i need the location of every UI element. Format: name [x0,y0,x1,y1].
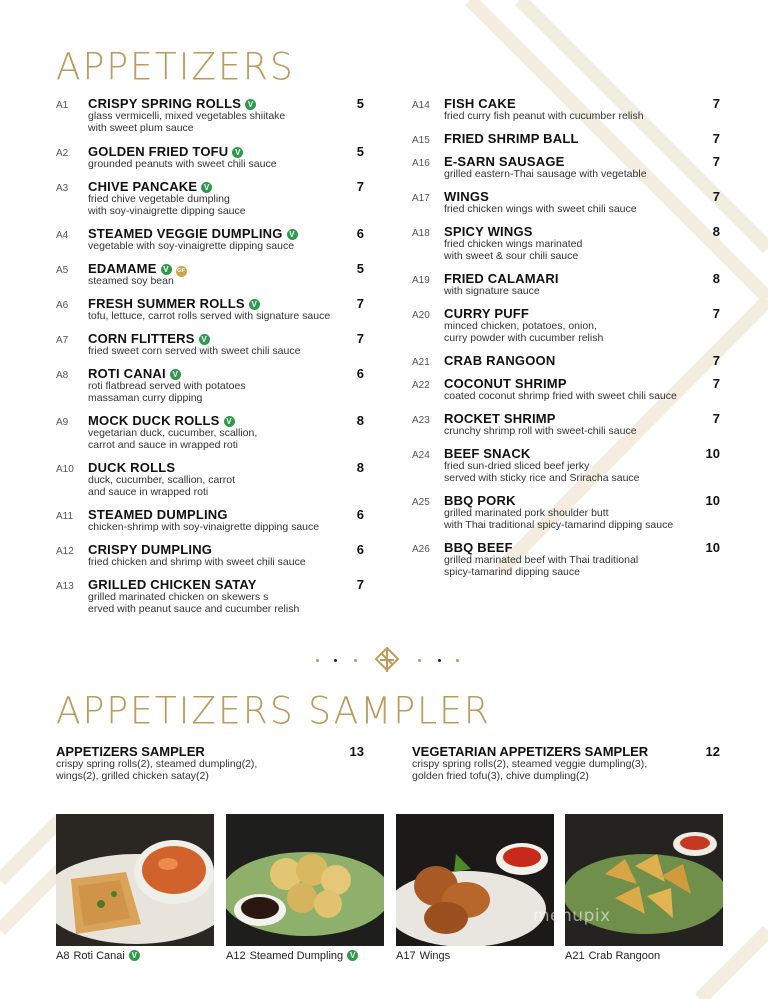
item-description: with signature sauce [444,285,540,297]
item-name-text: ROTI CANAI [88,366,166,381]
item-price: 5 [356,96,364,111]
item-code: A8 [56,370,69,381]
item-description: fried sun-dried sliced beef jerky [444,460,590,472]
ornament-icon [374,646,400,676]
item-code: A13 [56,581,74,592]
item-price: 7 [712,306,720,321]
item-description: with sweet & sour chili sauce [444,250,579,262]
sampler-item-name: VEGETARIAN APPETIZERS SAMPLER [412,744,649,759]
item-code: A17 [412,193,430,204]
item-name [444,189,489,204]
item-name-text: MOCK DUCK ROLLS [88,413,220,428]
item-description: massaman curry dipping [88,392,203,404]
item-code: A23 [412,415,430,426]
item-name-text: CHIVE PANCAKE [88,179,198,194]
item-description: served with sticky rice and Sriracha sauce [444,472,640,484]
photo-caption [226,950,358,962]
caption-label: Roti Canai [73,950,125,962]
item-description: minced chicken, potatoes, onion, [444,320,597,332]
photo-caption [565,950,660,962]
item-name-text: GOLDEN FRIED TOFU [88,144,229,159]
caption-code: A17 [396,950,416,962]
photo-caption [56,950,140,962]
item-price: 7 [712,189,720,204]
item-price: 7 [712,376,720,391]
item-name [444,446,531,461]
item-price: 6 [356,507,364,522]
item-description: vegetable with soy-vinaigrette dipping sauce [88,240,295,252]
item-name-text: COCONUT SHRIMP [444,376,567,391]
item-description: fried chicken wings marinated [444,238,583,250]
vegetarian-icon: V [161,264,172,275]
item-description: fried chicken wings with sweet chili sauce [444,203,637,215]
item-price: 6 [356,366,364,381]
item-name [88,542,212,557]
item-name [444,493,516,508]
caption-code: A8 [56,950,70,962]
item-price: 5 [356,144,364,159]
item-code: A4 [56,230,69,241]
item-name [88,413,235,428]
item-description: and sauce in wrapped roti [88,486,209,498]
item-code: A9 [56,417,69,428]
item-name-text: BEEF SNACK [444,446,531,461]
sampler-item-desc: wings(2), grilled chicken satay(2) [56,770,209,782]
item-price: 7 [712,411,720,426]
item-name [88,179,212,194]
item-price: 8 [356,413,364,428]
item-description: coated coconut shrimp fried with sweet chili sauce [444,390,677,402]
item-name [444,540,513,555]
photo-caption [396,950,450,962]
vegetarian-icon: V [232,147,243,158]
item-code: A16 [412,158,430,169]
item-name-text: EDAMAME [88,261,157,276]
item-description: fried chicken and shrimp with sweet chili sauce [88,556,306,568]
item-name-text: DUCK ROLLS [88,460,176,475]
item-code: A11 [56,511,74,522]
item-description: carrot and sauce in wrapped roti [88,439,238,451]
item-code: A15 [412,135,430,146]
sampler-item-price: 12 [705,744,720,759]
item-code: A3 [56,183,69,194]
item-price: 10 [705,540,720,555]
item-price: 6 [356,542,364,557]
sampler-item-name: APPETIZERS SAMPLER [56,744,205,759]
vegetarian-icon: V [201,182,212,193]
item-price: 10 [705,493,720,508]
item-price: 8 [712,271,720,286]
sampler-item-desc: crispy spring rolls(2), steamed dumpling(2), [56,758,258,770]
item-name-text: STEAMED VEGGIE DUMPLING [88,226,283,241]
item-price: 7 [356,296,364,311]
item-name-text: FRIED SHRIMP BALL [444,131,579,146]
photo-crab-rangoon [565,814,723,946]
item-description: with sweet plum sauce [88,122,194,134]
sampler-title: APPETIZERS SAMPLER [56,689,491,733]
vegetarian-icon: V [129,950,140,961]
item-code: A7 [56,335,69,346]
sampler-item-price: 13 [349,744,364,759]
item-description: glass vermicelli, mixed vegetables shiitake [88,110,286,122]
caption-code: A21 [565,950,585,962]
item-code: A21 [412,357,430,368]
item-code: A25 [412,497,430,508]
item-price: 8 [356,460,364,475]
item-price: 6 [356,226,364,241]
item-description: curry powder with cucumber relish [444,332,604,344]
item-name-text: STEAMED DUMPLING [88,507,228,522]
item-description: fried chive vegetable dumpling [88,193,230,205]
item-price: 8 [712,224,720,239]
item-name [88,96,256,111]
caption-label: Steamed Dumpling [249,950,344,962]
item-description: vegetarian duck, cucumber, scallion, [88,427,258,439]
item-name-text: CRAB RANGOON [444,353,556,368]
item-name [88,366,181,381]
item-name [444,353,555,368]
photo-wings [396,814,554,946]
item-price: 7 [356,179,364,194]
item-name [444,131,579,146]
item-name [88,144,243,159]
item-name [88,577,257,592]
item-price: 5 [356,261,364,276]
item-name-text: CRISPY DUMPLING [88,542,213,557]
vegetarian-icon: V [347,950,358,961]
item-name-text: FRESH SUMMER ROLLS [88,296,245,311]
item-code: A19 [412,275,430,286]
item-name-text: CORN FLITTERS [88,331,195,346]
item-name-text: GRILLED CHICKEN SATAY [88,577,257,592]
item-price: 10 [705,446,720,461]
item-name [444,271,559,286]
photo-steamed-dumpling [226,814,384,946]
sampler-item-desc: crispy spring rolls(2), steamed veggie dumpling(3), [412,758,648,770]
item-description: erved with peanut sauce and cucumber relish [88,603,300,615]
item-name [444,224,533,239]
item-description: spicy-tamarind dipping sauce [444,566,580,578]
item-code: A20 [412,310,430,321]
item-name-text: FISH CAKE [444,96,516,111]
item-description: crunchy shrimp roll with sweet-chili sauce [444,425,637,437]
item-description: grilled eastern-Thai sausage with vegetable [444,168,647,180]
item-name-text: CRISPY SPRING ROLLS [88,96,242,111]
item-name [444,376,567,391]
vegetarian-icon: V [224,416,235,427]
vegetarian-icon: V [287,229,298,240]
item-code: A2 [56,148,69,159]
sampler-item-desc: golden fried tofu(3), chive dumpling(2) [412,770,589,782]
item-description: grilled marinated chicken on skewers s [88,591,269,603]
appetizers-title: APPETIZERS [56,45,295,89]
vegetarian-icon: V [170,369,181,380]
item-name [88,226,298,241]
item-price: 7 [356,331,364,346]
item-name-text: FRIED CALAMARI [444,271,559,286]
item-code: A1 [56,100,69,111]
item-description: duck, cucumber, scallion, carrot [88,474,236,486]
item-description: grilled marinated beef with Thai traditional [444,554,639,566]
item-code: A24 [412,450,430,461]
item-name [88,460,175,475]
item-description: chicken-shrimp with soy-vinaigrette dipping sauce [88,521,320,533]
item-description: with soy-vinaigrette dipping sauce [88,205,246,217]
item-description: grounded peanuts with sweet chili sauce [88,158,277,170]
item-code: A10 [56,464,74,475]
item-name [88,507,228,522]
item-price: 7 [712,353,720,368]
item-name-text: WINGS [444,189,490,204]
watermark: menupix [533,906,611,926]
caption-label: Crab Rangoon [588,950,661,962]
item-name [444,154,565,169]
item-code: A22 [412,380,430,391]
item-description: steamed soy bean [88,275,174,287]
item-name-text: ROCKET SHRIMP [444,411,556,426]
item-code: A18 [412,228,430,239]
item-code: A14 [412,100,430,111]
vegetarian-icon: V [249,299,260,310]
vegetarian-icon: V [199,334,210,345]
item-price: 7 [356,577,364,592]
vegetarian-icon: V [245,99,256,110]
item-name [88,331,210,346]
item-code: A5 [56,265,69,276]
item-price: 7 [712,154,720,169]
item-description: tofu, lettuce, carrot rolls served with signature sauce [88,310,331,322]
item-name [88,296,260,311]
item-name [444,411,556,426]
item-description: fried sweet corn served with sweet chili sauce [88,345,301,357]
item-name-text: CURRY PUFF [444,306,530,321]
item-code: A26 [412,544,430,555]
item-description: fried curry fish peanut with cucumber relish [444,110,644,122]
item-name-text: BBQ PORK [444,493,516,508]
item-description: with Thai traditional spicy-tamarind dipping sauce [444,519,674,531]
item-name-text: BBQ BEEF [444,540,513,555]
item-name-text: SPICY WINGS [444,224,533,239]
item-price: 7 [712,131,720,146]
item-code: A12 [56,546,74,557]
gluten-free-icon: GF [176,266,187,277]
item-description: roti flatbread served with potatoes [88,380,246,392]
caption-code: A12 [226,950,246,962]
item-description: grilled marinated pork shoulder butt [444,507,609,519]
item-name-text: E-SARN SAUSAGE [444,154,565,169]
section-divider [312,646,462,676]
item-price: 7 [712,96,720,111]
caption-label: Wings [419,950,451,962]
item-name [444,96,516,111]
item-name [444,306,529,321]
photo-roti-canai [56,814,214,946]
item-code: A6 [56,300,69,311]
